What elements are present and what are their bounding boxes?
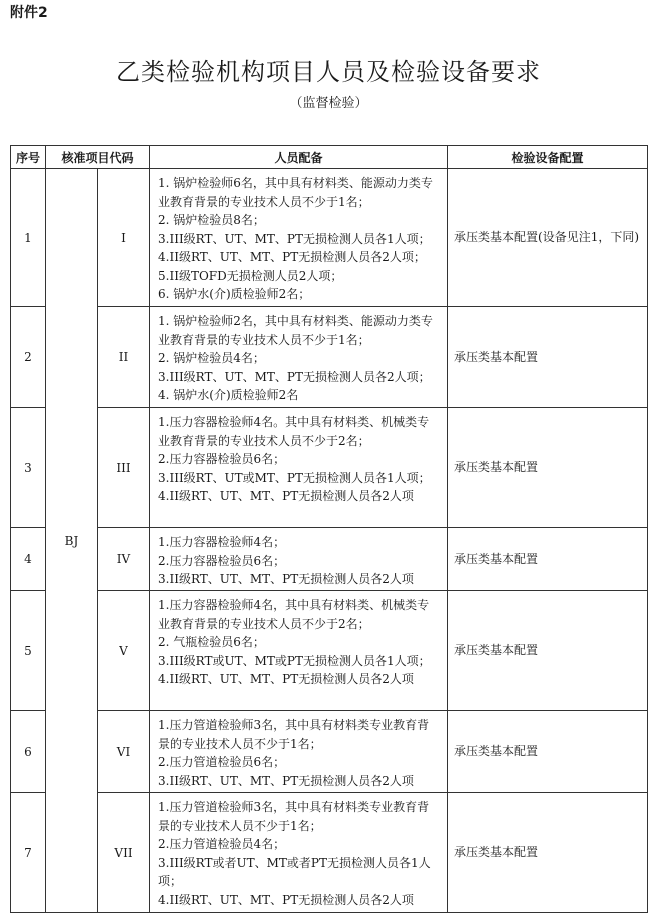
staff-line: 1. 锅炉检验师6名，其中具有材料类、能源动力类专业教育背景的专业技术人员不少于1名； xyxy=(158,176,433,209)
equipment-cell: 承压类基本配置 xyxy=(448,793,648,913)
staff-line: 2. 气瓶检验员6名； xyxy=(158,635,265,649)
staff-line: 1. 锅炉检验师2名，其中具有材料类、能源动力类专业教育背景的专业技术人员不少于1名； xyxy=(158,314,433,347)
sub-code: III xyxy=(98,408,150,528)
table-row xyxy=(11,169,648,307)
staff-cell xyxy=(150,528,448,591)
staff-line: 2. 锅炉检验员8名； xyxy=(158,213,265,227)
table-row xyxy=(11,528,648,591)
staff-line: 3.III级RT、UT、MT、PT无损检测人员各2人项； xyxy=(158,369,431,384)
header-code: 核准项目代码 xyxy=(46,146,150,169)
staff-line: 6. 锅炉水(介)质检验师2名； xyxy=(158,287,311,301)
requirements-table xyxy=(10,145,648,913)
staff-cell xyxy=(150,591,448,711)
equipment-cell: 承压类基本配置 xyxy=(448,711,648,793)
staff-line: 3.III级RT、UT或MT、PT无损检测人员各1人项； xyxy=(158,470,431,485)
staff-cell xyxy=(150,169,448,307)
equipment-cell: 承压类基本配置(设备见注1，下同) xyxy=(448,169,648,307)
equipment-cell: 承压类基本配置 xyxy=(448,307,648,408)
row-index: 4 xyxy=(11,528,46,591)
staff-line: 1.压力容器检验师4名。其中具有材料类、机械类专业教育背景的专业技术人员不少于2名； xyxy=(158,415,430,448)
staff-cell xyxy=(150,408,448,528)
staff-line: 3.III级RT、UT、MT、PT无损检测人员各1人项； xyxy=(158,231,431,246)
equipment-cell: 承压类基本配置 xyxy=(448,528,648,591)
staff-line: 1.压力容器检验师4名； xyxy=(158,535,286,549)
staff-line: 2.压力管道检验员6名； xyxy=(158,755,286,769)
staff-cell xyxy=(150,793,448,913)
row-index: 6 xyxy=(11,711,46,793)
staff-line: 3.II级RT、UT、MT、PT无损检测人员各2人项 xyxy=(158,773,414,788)
table-row xyxy=(11,307,648,408)
attachment-label: 附件2 xyxy=(10,5,48,21)
equipment-cell: 承压类基本配置 xyxy=(448,408,648,528)
sub-code: VII xyxy=(98,793,150,913)
row-index: 3 xyxy=(11,408,46,528)
sub-code: II xyxy=(98,307,150,408)
sub-code: VI xyxy=(98,711,150,793)
staff-line: 4.II级RT、UT、MT、PT无损检测人员各2人项 xyxy=(158,489,414,503)
equipment-cell: 承压类基本配置 xyxy=(448,591,648,711)
header-equipment: 检验设备配置 xyxy=(448,146,648,169)
table-row xyxy=(11,591,648,711)
staff-line: 2.压力管道检验员4名； xyxy=(158,837,286,851)
staff-line: 1.压力管道检验师3名，其中具有材料类专业教育背景的专业技术人员不少于1名； xyxy=(158,718,430,751)
row-index: 1 xyxy=(11,169,46,307)
group-code: BJ xyxy=(46,169,98,913)
staff-line: 3.II级RT、UT、MT、PT无损检测人员各2人项 xyxy=(158,572,414,586)
table-header-row xyxy=(11,146,648,169)
table-row xyxy=(11,793,648,913)
table-row xyxy=(11,408,648,528)
staff-line: 1.压力容器检验师4名，其中具有材料类、机械类专业教育背景的专业技术人员不少于2名； xyxy=(158,598,430,631)
page-title: 乙类检验机构项目人员及检验设备要求 xyxy=(116,58,541,86)
row-index: 5 xyxy=(11,591,46,711)
sub-code: IV xyxy=(98,528,150,591)
staff-line: 4.II级RT、UT、MT、PT无损检测人员各2人项； xyxy=(158,250,426,264)
staff-line: 3.III级RT或UT、MT或PT无损检测人员各1人项； xyxy=(158,653,431,668)
staff-line: 2.压力容器检验员6名； xyxy=(158,452,286,466)
row-index: 2 xyxy=(11,307,46,408)
staff-line: 3.III级RT或者UT、MT或者PT无损检测人员各1人项； xyxy=(158,855,431,888)
header-staff: 人员配备 xyxy=(150,146,448,169)
page-subtitle: （监督检验） xyxy=(289,96,368,111)
staff-line: 4. 锅炉水(介)质检验师2名 xyxy=(158,388,299,402)
sub-code: I xyxy=(98,169,150,307)
staff-line: 2. 锅炉检验员4名； xyxy=(158,351,265,365)
staff-cell xyxy=(150,307,448,408)
staff-line: 4.II级RT、UT、MT、PT无损检测人员各2人项 xyxy=(158,672,414,686)
staff-cell xyxy=(150,711,448,793)
header-index: 序号 xyxy=(11,146,46,169)
row-index: 7 xyxy=(11,793,46,913)
staff-line: 5.II级TOFD无损检测人员2人项； xyxy=(158,268,343,283)
staff-line: 1.压力管道检验师3名，其中具有材料类专业教育背景的专业技术人员不少于1名； xyxy=(158,800,430,833)
staff-line: 2.压力容器检验员6名； xyxy=(158,553,286,568)
table-row xyxy=(11,711,648,793)
staff-line: 4.II级RT、UT、MT、PT无损检测人员各2人项 xyxy=(158,892,414,907)
sub-code: V xyxy=(98,591,150,711)
